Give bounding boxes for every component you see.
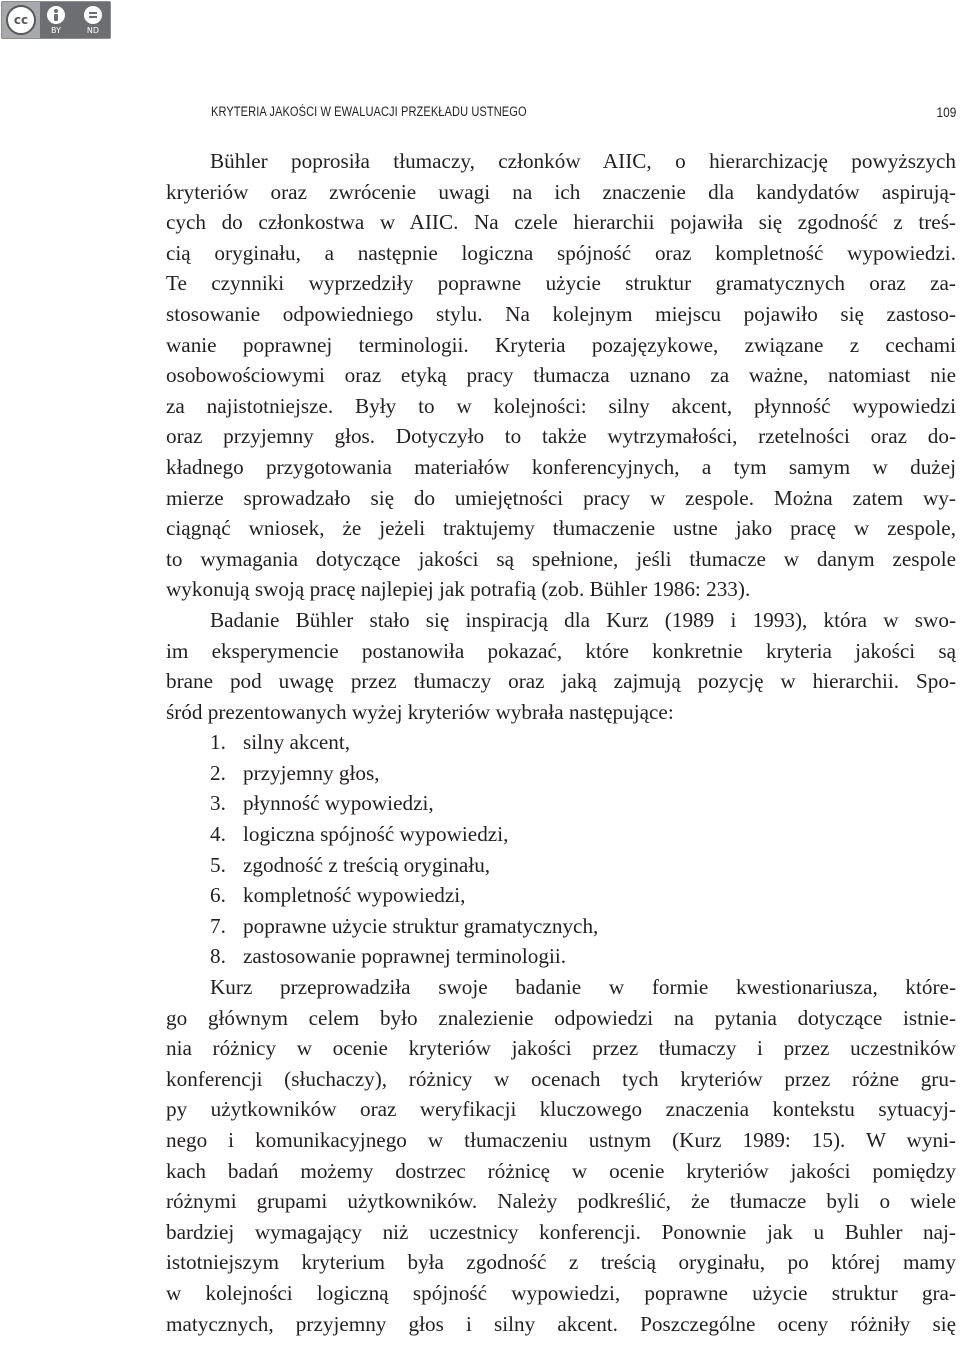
text-line: wykonują swoją pracę najlepiej jak potrafią (zob. Bühler 1986: 233). [166, 577, 751, 602]
list-item-number: 3. [210, 791, 226, 816]
text-line: konferencji (słuchaczy), różnicy w ocenach tych kryteriów przez różne gru- [166, 1066, 956, 1091]
list-item-text: poprawne użycie struktur gramatycznych, [243, 913, 599, 938]
body-text [166, 146, 956, 1339]
list-item-text: silny akcent, [243, 730, 351, 755]
list-item [166, 880, 956, 911]
list-item-number: 4. [210, 822, 226, 847]
text-line: brane pod uwagę przez tłumaczy oraz jaką zajmują pozycję w hierarchii. Spo- [166, 669, 956, 694]
list-item [166, 727, 956, 758]
text-line: kładnego przygotowania materiałów konferencyjnych, a tym samym w dużej [166, 454, 956, 479]
criteria-list [166, 727, 956, 972]
person-icon [47, 6, 65, 24]
text-line: Badanie Bühler stało się inspiracją dla Kurz (1989 i 1993), która w swo- [210, 607, 956, 632]
running-header: KRYTERIA JAKOŚCI W EWALUACJI PRZEKŁADU USTNEGO [211, 104, 527, 119]
list-item [166, 758, 956, 789]
paragraph-3 [166, 972, 956, 1339]
license-terms [40, 2, 110, 38]
text-line: bardziej wymagający niż uczestnicy konferencji. Ponownie jak u Buhler naj- [166, 1219, 956, 1244]
text-line: śród prezentowanych wyżej kryteriów wybrała następujące: [166, 699, 674, 724]
equal-icon [84, 6, 102, 24]
text-line: nego i komunikacyjnego w tłumaczeniu ustnym (Kurz 1989: 15). W wyni- [166, 1128, 956, 1152]
text-line: mierze sprowadzało się do umiejętności pracy w zespole. Można zatem wy- [166, 485, 956, 510]
text-line: to wymagania dotyczące jakości są spełnione, jeśli tłumacze w danym zespole [166, 546, 956, 571]
list-item-text: zastosowanie poprawnej terminologii. [243, 944, 567, 969]
text-line: istotniejszym kryterium była zgodność z treścią oryginału, po której mamy [166, 1250, 956, 1275]
text-line: za najistotniejsze. Były to w kolejności: silny akcent, płynność wypowiedzi [166, 393, 956, 418]
text-line: w kolejności logiczną spójność wypowiedzi, poprawne użycie struktur gra- [166, 1280, 956, 1305]
list-item-number: 7. [210, 913, 226, 938]
paragraph-1 [166, 146, 956, 605]
text-line: kryteriów oraz zwrócenie uwagi na ich znaczenie dla kandydatów aspirują- [166, 179, 956, 204]
text-line: wanie poprawnej terminologii. Kryteria pozajęzykowe, związane z cechami [166, 332, 956, 357]
text-line: im eksperymencie postanowiła pokazać, które konkretnie kryteria jakości są [166, 638, 956, 663]
nd-label: ND [86, 26, 100, 35]
text-line: go głównym celem było znalezienie odpowiedzi na pytania dotyczące istnie- [166, 1005, 956, 1030]
list-item-number: 2. [210, 760, 226, 785]
text-line: Kurz przeprowadziła swoje badanie w formie kwestionariusza, które- [210, 975, 956, 1000]
text-line: nia różnicy w ocenie kryteriów jakości przez tłumaczy i przez uczestników [166, 1036, 956, 1061]
cc-license-badge [1, 1, 111, 39]
list-item [166, 788, 956, 819]
cc-icon: cc [6, 5, 36, 35]
list-item-text: przyjemny głos, [243, 760, 380, 785]
text-line: cią oryginału, a następnie logiczna spójność oraz kompletność wypowiedzi. [166, 240, 956, 265]
list-item [166, 850, 956, 881]
text-line: stosowanie odpowiedniego stylu. Na kolejnym miejscu pojawiło się zastoso- [166, 301, 956, 326]
list-item-number: 8. [210, 944, 226, 969]
list-item-text: logiczna spójność wypowiedzi, [243, 822, 509, 847]
text-line: ciągnąć wniosek, że jeżeli traktujemy tłumaczenie ustne jako pracę w zespole, [166, 516, 956, 541]
text-line: py użytkowników oraz weryfikacji kluczowego znaczenia kontekstu sytuacyj- [166, 1097, 956, 1122]
text-line: Te czynniki wyprzedziły poprawne użycie struktur gramatycznych oraz za- [166, 271, 956, 296]
list-item-text: płynność wypowiedzi, [243, 791, 434, 816]
text-line: kach badań możemy dostrzec różnicę w ocenie kryteriów jakości pomiędzy [166, 1158, 956, 1183]
list-item-number: 5. [210, 852, 226, 877]
list-item [166, 941, 956, 972]
text-line: różnymi grupami użytkowników. Należy podkreślić, że tłumacze byli o wiele [166, 1189, 956, 1214]
text-line: cych do członkostwa w AIIC. Na czele hierarchii pojawiła się zgodność z treś- [166, 210, 956, 235]
list-item-text: zgodność z treścią oryginału, [243, 852, 491, 877]
paragraph-2 [166, 605, 956, 727]
list-item [166, 819, 956, 850]
text-line: oraz przyjemny głos. Dotyczyło to także wytrzymałości, rzetelności oraz do- [166, 424, 956, 449]
list-item-text: kompletność wypowiedzi, [243, 883, 466, 908]
text-line: osobowościowymi oraz etyką pracy tłumacza uznano za ważne, natomiast nie [166, 363, 956, 388]
page-number: 109 [936, 104, 956, 120]
list-item-number: 1. [210, 730, 226, 755]
list-item [166, 911, 956, 942]
text-line: matycznych, przyjemny głos i silny akcent. Poszczególne oceny różniły się [166, 1311, 956, 1336]
by-label: BY [51, 26, 61, 35]
text-line: Bühler poprosiła tłumaczy, członków AIIC, o hierarchizację powyższych [210, 149, 956, 173]
list-item-number: 6. [210, 883, 226, 908]
